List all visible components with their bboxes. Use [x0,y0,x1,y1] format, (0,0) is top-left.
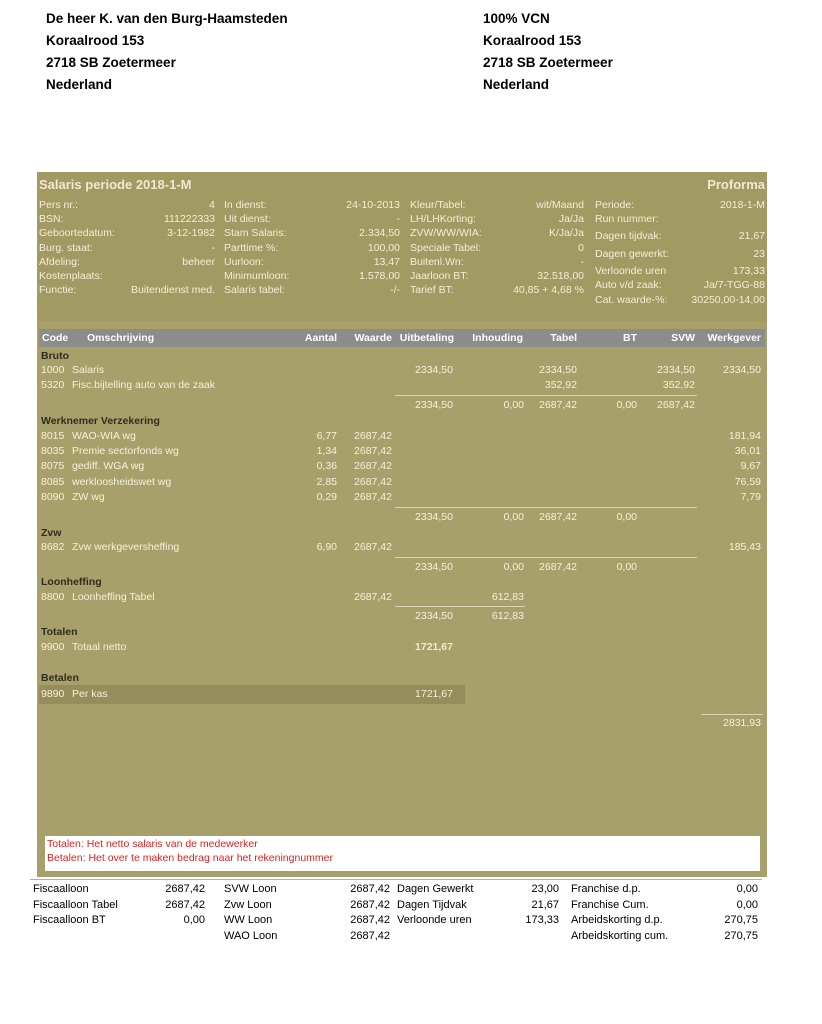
info-row: Run nummer: [595,213,659,226]
section-loonheffing: Loonheffing [41,576,102,588]
table-row: 9890 Per kas 1721,67 [41,688,453,700]
employer-street: Koraalrood 153 [483,33,582,48]
footer-row: Fiscaalloon Tabel 2687,42 [33,898,205,911]
recipient-name: De heer K. van den Burg-Haamsteden [46,11,288,26]
footer-row: Fiscaalloon BT 0,00 [33,914,205,926]
legend-box [45,836,760,871]
info-row: Periode: 2018-1-M [595,199,765,211]
info-row: Jaarloon BT: 32.518,00 [410,269,584,282]
section-zvw: Zvw [41,527,62,539]
footer-row: WW Loon 2687,42 [224,914,390,926]
recipient-city: 2718 SB Zoetermeer [46,55,176,70]
info-row: Salaris tabel: -/- [224,284,400,297]
grand-total-rule [701,714,763,715]
info-row: Dagen gewerkt: 23 [595,247,765,260]
table-row: 1000 Salaris 2334,50 2334,50 2334,50 2334,50 [41,364,761,376]
info-column-period [595,198,765,307]
proforma-badge: Proforma [707,177,765,192]
column-waarde: Waarde [354,332,392,344]
footer-row: Franchise Cum. 0,00 [571,898,758,911]
table-column-header [39,329,765,347]
recipient-address [46,8,288,96]
table-row: 8682 Zvw werkgeversheffing 6,90 2687,42 185,43 [41,541,761,553]
recipient-street: Koraalrood 153 [46,33,145,48]
info-row: In dienst: 24-10-2013 [224,199,400,211]
column-inhouding: Inhouding [472,332,523,344]
info-row: Pers nr.: 4 [39,199,215,211]
footer-row: Dagen Tijdvak 21,67 [397,898,559,911]
section-betalen: Betalen [41,672,79,684]
footer-column-korting [571,882,758,944]
section-bruto: Bruto [41,350,69,362]
footer-column-fiscaal [33,882,205,929]
info-row: Geboortedatum: 3-12-1982 [39,227,215,240]
employer-city: 2718 SB Zoetermeer [483,55,613,70]
column-tabel: Tabel [550,332,577,344]
employer-address [483,8,613,96]
info-row: Kostenplaats: [39,269,103,282]
info-row: Uit dienst: - [224,213,400,226]
footer-row: Arbeidskorting d.p. 270,75 [571,914,758,926]
table-row: 5320 Fisc.bijtelling auto van de zaak 352,92 352,92 [41,379,695,391]
footer-rule [30,879,762,880]
info-row: LH/LHKorting: Ja/Ja [410,213,584,226]
info-row: Uurloon: 13,47 [224,255,400,268]
legend-betalen: Betalen: Het over te maken bedrag naar het rekeningnummer [47,851,333,864]
footer-column-dagen [397,882,559,929]
period-title: Salaris periode 2018-1-M [39,177,192,192]
subtotal-rule [395,606,525,607]
subtotal-rule [395,557,697,558]
footer-row: Franchise d.p. 0,00 [571,883,758,895]
subtotal-row: 2334,50 0,00 2687,42 0,00 [415,561,637,573]
subtotal-rule [395,507,697,508]
column-description: Omschrijving [87,332,155,344]
employer-name: 100% VCN [483,11,550,26]
info-row: Cat. waarde-%: 30250,00-14,00 [595,294,765,307]
info-row: Dagen tijdvak: 21,67 [595,230,765,243]
subtotal-rule [395,395,697,396]
column-uitbetaling: Uitbetaling [399,332,454,344]
legend-totalen: Totalen: Het netto salaris van de medewerker [47,838,258,850]
recipient-country: Nederland [46,77,113,92]
section-werknemer-verzekering: Werknemer Verzekering [41,415,160,427]
subtotal-row: 2334,50 612,83 [415,610,524,622]
employer-country: Nederland [483,77,550,92]
grand-total-row: 2831,93 [723,717,761,729]
info-column-personal [39,198,215,297]
table-row: 8075 gediff. WGA wg 0,36 2687,42 9,67 [41,460,761,472]
column-code: Code [42,332,69,344]
subtotal-row: 2334,50 0,00 2687,42 0,00 [415,511,637,523]
footer-row: Zvw Loon 2687,42 [224,898,390,911]
section-totalen: Totalen [41,626,78,638]
info-row: BSN: 111222333 [39,213,215,226]
info-row: Parttime %: 100,00 [224,241,400,254]
info-column-tax [410,198,584,297]
info-row: Functie: Buitendienst med. [39,284,215,297]
table-row: 8035 Premie sectorfonds wg 1,34 2687,42 36,01 [41,445,761,457]
column-aantal: Aantal [304,332,337,344]
info-row: Minimumloon: 1.578,00 [224,269,400,282]
info-row: Tarief BT: 40,85 + 4,68 % [410,284,584,297]
column-svw: SVW [671,332,695,344]
footer-row: Verloonde uren 173,33 [397,914,559,926]
table-row: 9900 Totaal netto 1721,67 [41,641,453,653]
payslip-panel [37,172,767,877]
table-row: 8015 WAO-WIA wg 6,77 2687,42 181,94 [41,430,761,442]
info-row: Kleur/Tabel: wit/Maand [410,199,584,211]
info-row: ZVW/WW/WIA: K/Ja/Ja [410,227,584,240]
column-werkgever: Werkgever [707,332,761,344]
column-bt: BT [623,332,637,344]
table-row: 8800 Loonheffing Tabel 2687,42 612,83 [41,591,524,603]
footer-row: SVW Loon 2687,42 [224,883,390,895]
footer-row: Arbeidskorting cum. 270,75 [571,929,758,942]
subtotal-row: 2334,50 0,00 2687,42 0,00 2687,42 [415,399,695,411]
info-row: Auto v/d zaak: Ja/7-TGG-88 [595,278,765,291]
footer-row: Fiscaalloon 2687,42 [33,883,205,895]
info-row: Afdeling: beheer [39,255,215,268]
table-row: 8090 ZW wg 0,29 2687,42 7,79 [41,491,761,503]
footer-column-loon [224,882,390,944]
info-row: Burg. staat: - [39,241,215,254]
info-column-employment [224,198,400,297]
footer-row: WAO Loon 2687,42 [224,929,390,942]
info-row: Verloonde uren 173,33 [595,264,765,277]
info-row: Speciale Tabel: 0 [410,241,584,254]
table-row: 8085 werkloosheidswet wg 2,85 2687,42 76,59 [41,476,761,488]
info-row: Buitenl.Wn: - [410,255,584,268]
info-row: Stam Salaris: 2.334,50 [224,227,400,240]
footer-row: Dagen Gewerkt 23,00 [397,883,559,895]
